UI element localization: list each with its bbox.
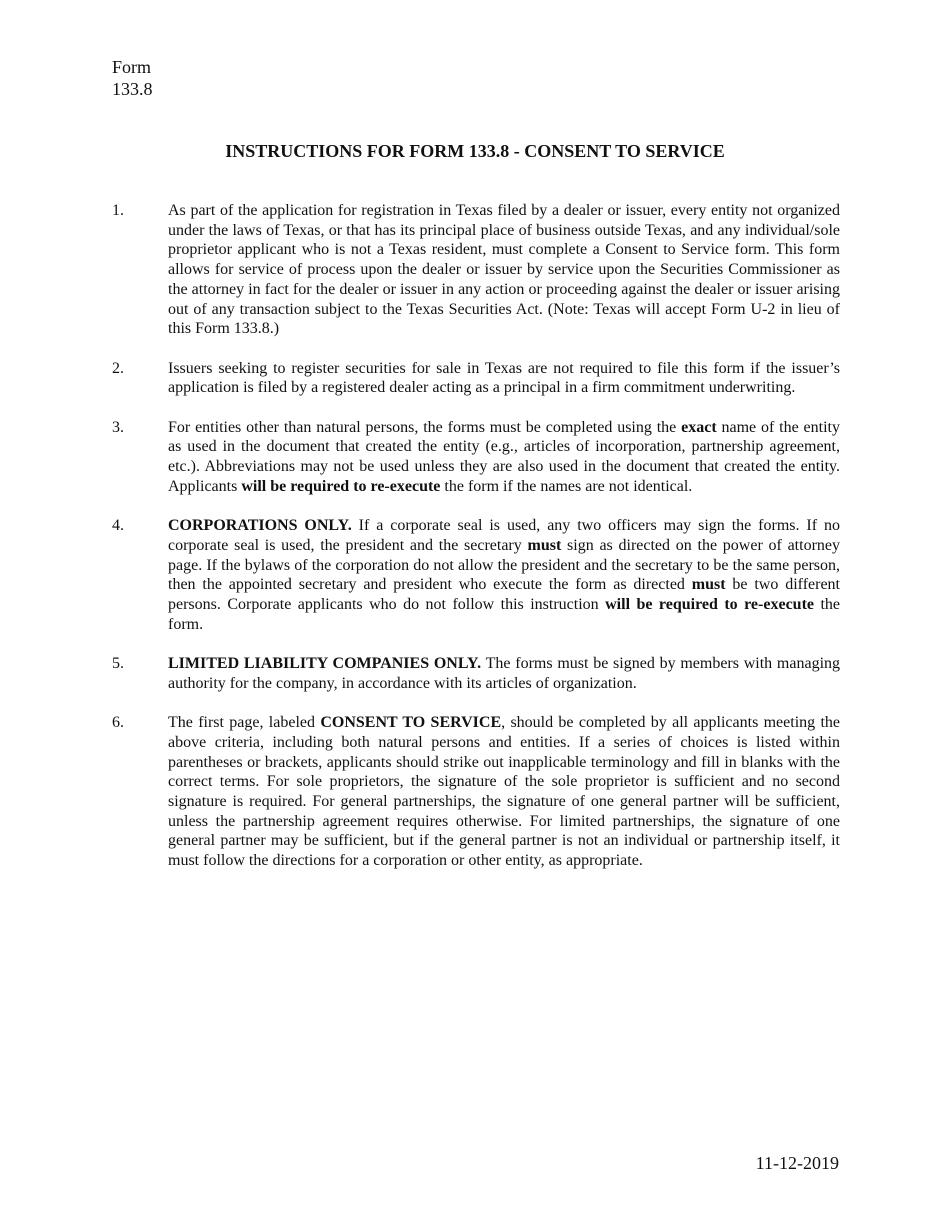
instruction-item-5	[112, 654, 840, 693]
instruction-text-run: the form.	[168, 596, 840, 633]
instruction-text	[168, 654, 840, 693]
instruction-text-run: the form if the names are not identical.	[440, 477, 693, 495]
instruction-text-run: sign as directed on the power of attorney page. If the bylaws of the corporation do not allow the president and the secretary to be the same person, then the appointed secretary and president who execute the form as directed	[168, 536, 841, 594]
instruction-item-3	[112, 418, 840, 497]
instruction-number: 6.	[112, 714, 124, 732]
instruction-emphasis: must	[527, 536, 562, 554]
instruction-text-run: As part of the application for registration in Texas filed by a dealer or issuer, every entity not organized under the laws of Texas, or that has its principal place of business outside Texas, and any individual/sole proprietor applicant who is not a Texas resident, must complete a Consent to Service form. This form allows for service of process upon the dealer or issuer by service upon the Securities Commissioner as the attorney in fact for the dealer or issuer in any action or proceeding against the dealer or issuer arising out of any transaction subject to the Texas Securities Act. (Note: Texas will accept Form U-2 in lieu of this Form 133.8.)	[168, 202, 840, 338]
instruction-text	[168, 516, 840, 634]
instruction-text-run: If a corporate seal is used, any two officers may sign the forms. If no corporate seal is used, the president and the secretary	[168, 517, 840, 554]
instruction-text	[168, 201, 840, 339]
instruction-item-1	[112, 201, 840, 339]
instructions-list	[112, 201, 840, 891]
instruction-text-run: Issuers seeking to register securities for sale in Texas are not required to file this form if the issuer’s application is filed by a registered dealer acting as a principal in a firm commitment underwriting.	[168, 359, 840, 397]
instruction-emphasis: CONSENT TO SERVICE	[320, 714, 502, 732]
instruction-number: 3.	[112, 418, 124, 436]
instruction-emphasis: CORPORATIONS ONLY.	[168, 517, 352, 535]
instruction-item-2	[112, 359, 840, 398]
instruction-emphasis: will be required to re-execute	[605, 596, 814, 614]
revision-date: 11-12-2019	[755, 1153, 839, 1173]
instruction-text-run: For entities other than natural persons, the forms must be completed using the	[168, 418, 682, 436]
instruction-text-run: be two different persons. Corporate applicants who do not follow this instruction	[168, 576, 841, 614]
instruction-text	[168, 359, 840, 398]
instruction-emphasis: must	[691, 576, 726, 594]
instruction-item-6	[112, 713, 840, 871]
instruction-emphasis: exact	[681, 418, 717, 436]
instruction-text-run: name of the entity as used in the document that created the entity (e.g., articles of incorporation, partnership agreement, etc.). Abbreviations may not be used unless they are also used in the document that created the entity. Applicants	[168, 418, 840, 495]
instruction-emphasis: will be required to re-execute	[241, 477, 441, 495]
instruction-emphasis: LIMITED LIABILITY COMPANIES ONLY.	[168, 655, 482, 673]
instruction-text-run: The forms must be signed by members with managing authority for the company, in accordance with its articles of organization.	[168, 655, 841, 692]
instruction-number: 2.	[112, 359, 124, 377]
page-title: INSTRUCTIONS FOR FORM 133.8 - CONSENT TO SERVICE	[225, 141, 725, 161]
instruction-text	[168, 713, 840, 871]
instruction-number: 5.	[112, 655, 124, 673]
form-number-label	[112, 56, 153, 100]
instruction-item-4	[112, 516, 840, 634]
instruction-text-run: The first page, labeled	[168, 714, 321, 732]
instruction-number: 4.	[112, 517, 124, 535]
instruction-number: 1.	[112, 202, 124, 219]
form-label-line1: Form	[112, 57, 152, 77]
form-label-line2: 133.8	[112, 79, 153, 99]
instruction-text-run: , should be completed by all applicants meeting the above criteria, including both natural persons and entities. If a series of choices is listed within parentheses or brackets, applicants should strike out inapplicable terminology and fill in blanks with the correct terms. For sole proprietors, the signature of the sole proprietor is sufficient and no second signature is required. For general partnerships, the signature of one general partner will be sufficient, unless the partnership agreement requires otherwise. For limited partnerships, the signature of one general partner may be sufficient, but if the general partner is not an individual or partnership itself, it must follow the directions for a corporation or other entity, as appropriate.	[168, 714, 841, 870]
instruction-text	[168, 418, 840, 497]
